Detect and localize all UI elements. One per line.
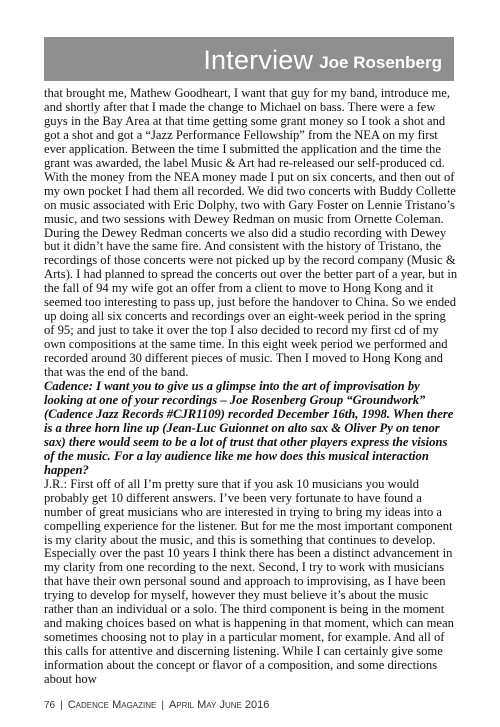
footer-separator: | bbox=[60, 700, 63, 711]
page-footer bbox=[44, 699, 269, 711]
section-title: Interview bbox=[203, 45, 314, 75]
answer-paragraph: J.R.: First off of all I’m pretty sure that if you ask 10 musicians you would probably get 10 different answers. I’ve been very fortunate to have found a number of great musicians who are interested in trying to bring my ideas into a compelling experience for the listener. But for me the most important component is my clarity about the music, and this is something that continues to develop. Especially over the past 10 years I think there has been a distinct advancement in my clarity from one recording to the next. Second, I try to work with musicians that have their own personal sound and approach to improvising, as I have been trying to develop for myself, however they must believe it’s about the music rather than an individual or a solo. The third component is being in the moment and making choices based on what is happening in that moment, which can mean sometimes choosing not to play in a particular moment, for example. And all of this calls for attentive and discerning listening. While I can certainly give some information about the concept or flavor of a composition, and some directions about how bbox=[44, 476, 454, 687]
page-number: 76 bbox=[44, 700, 56, 711]
footer-separator: | bbox=[161, 700, 164, 711]
answer-paragraph: that brought me, Mathew Goodheart, I want that guy for my band, introduce me, and shortly after that I made the change to Michael on bass. There were a few guys in the Bay Area at that time getting some grant money so I took a shot and got a shot and got a “Jazz Performance Fellowship” from the NEA on my first ever application. Between the time I submitted the application and the time the grant was awarded, the label Music & Art had re-released our self-produced cd. With the money from the NEA money made I put on six concerts, and then out of my own pocket I had them all recorded. We did two concerts with Buddy Collette on music associated with Eric Dolphy, two with Gary Foster on Lennie Tristano’s music, and two sessions with Dewey Redman on music from Ornette Coleman. During the Dewey Redman concerts we also did a studio recording with Dewey but it didn’t have the same fire. And consistent with the history of Tristano, the recordings of those concerts were not picked up by the record company (Music & Arts). I had planned to spread the concerts out over the better part of a year, but in the fall of 94 my wife got an offer from a client to move to Hong Kong and it seemed too interesting to pass up, just before the handover to China. So we ended up doing all six concerts and recordings over an eight-week period in the spring of 95; and just to take it over the top I also decided to record my first cd of my own compositions at the same time. In this eight week period we performed and recorded around 30 different pieces of music. Then I moved to Hong Kong and that was the end of the band. bbox=[44, 86, 458, 380]
interviewee-name: Joe Rosenberg bbox=[319, 53, 442, 72]
section-header-bar bbox=[44, 37, 454, 81]
issue-date: April May June 2016 bbox=[168, 699, 270, 711]
article-body bbox=[44, 87, 458, 687]
magazine-name: Cadence Magazine bbox=[67, 699, 157, 711]
question-paragraph: Cadence: I want you to give us a glimpse into the art of improvisation by looking at one of your recordings – Joe Rosenberg Group “Groundwork” (Cadence Jazz Records #CJR1109) recorded December 16th, 1998. When there is a three horn line up (Jean-Luc Guionnet on alto sax & Oliver Py on tenor sax) there would seem to be a lot of trust that other players express the visions of the music. For a lay audience like me how does this musical interaction happen? bbox=[44, 379, 454, 477]
